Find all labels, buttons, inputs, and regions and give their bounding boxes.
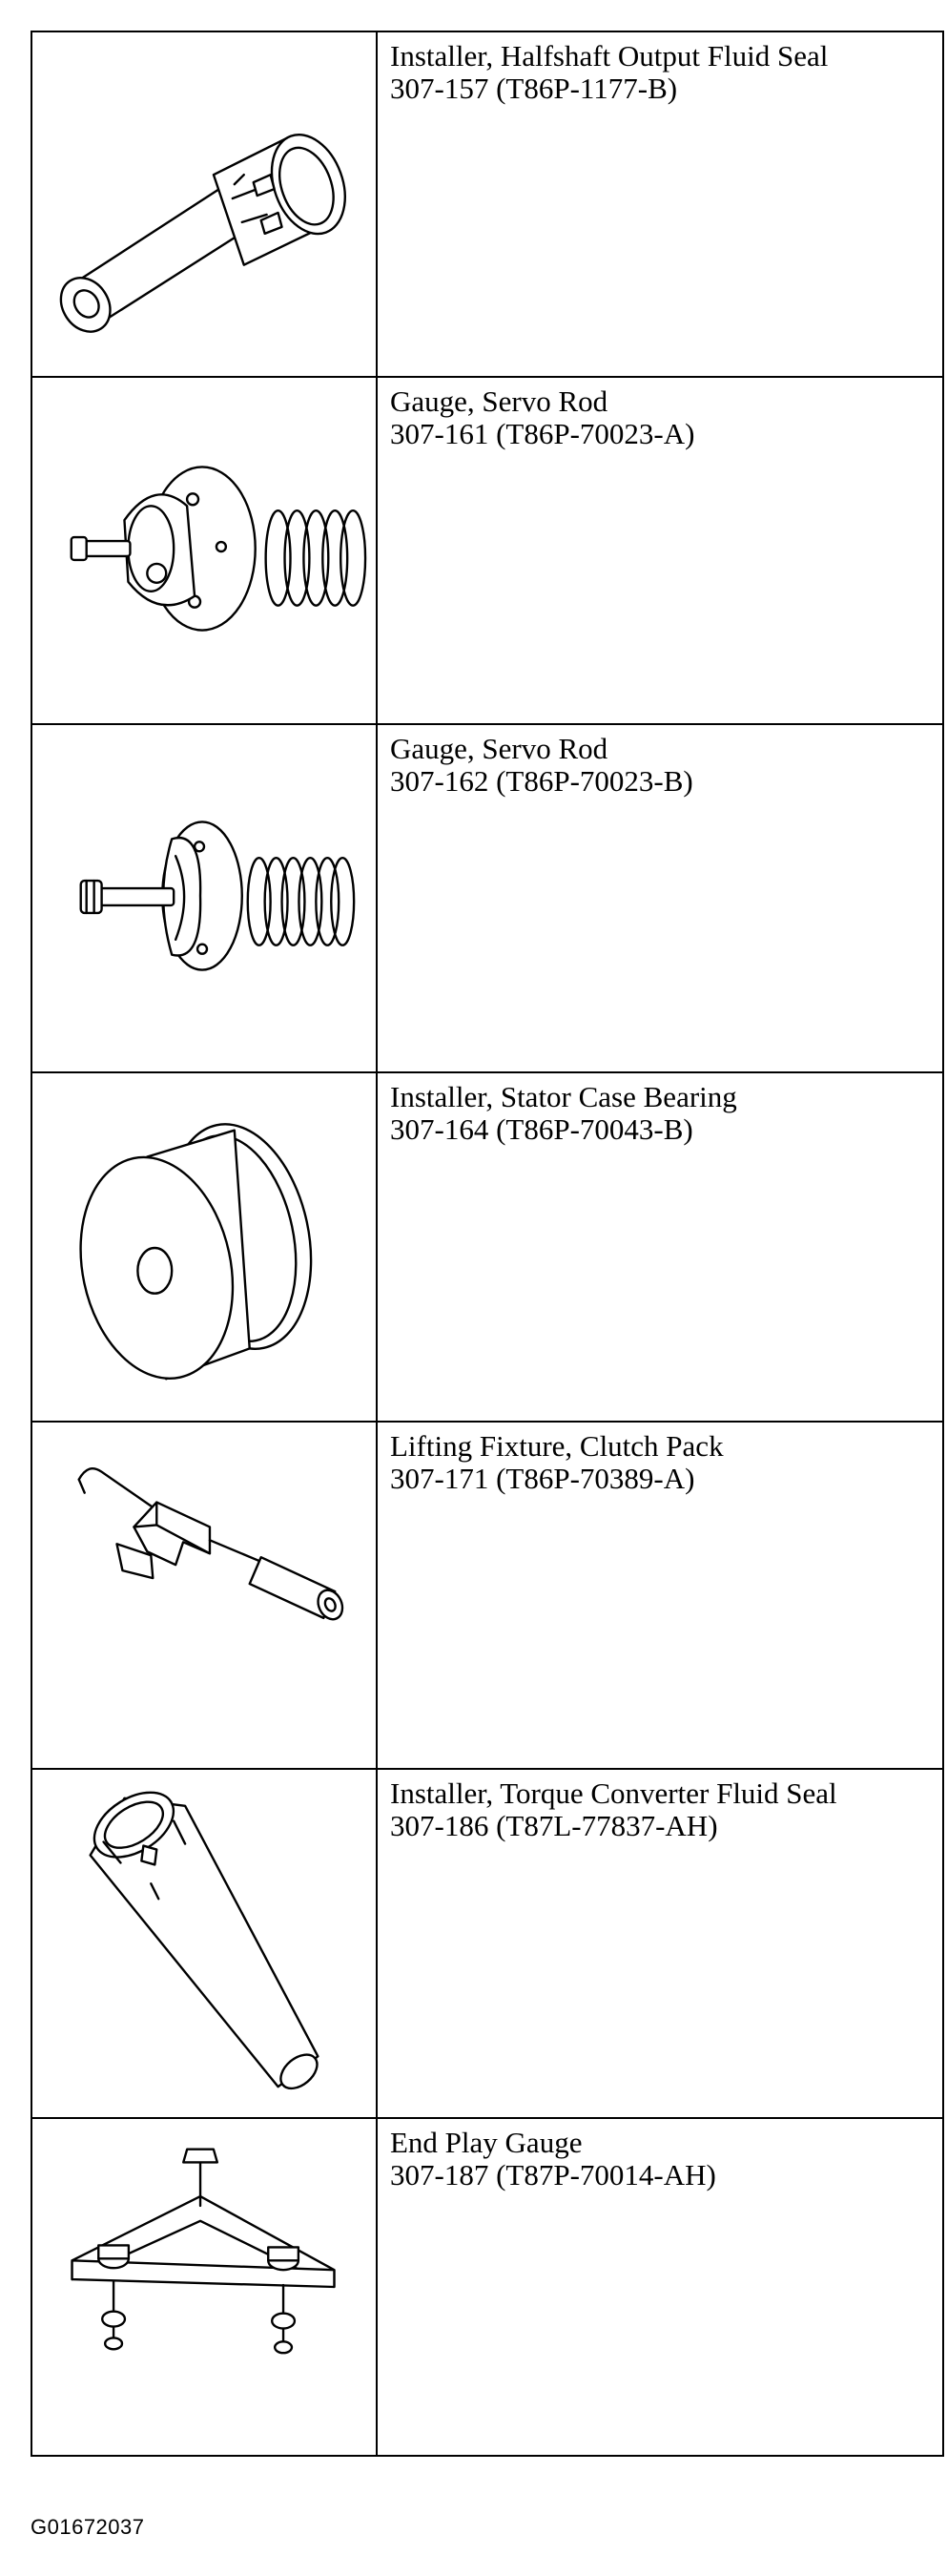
tool-row — [31, 31, 944, 376]
tool-name: Installer, Stator Case Bearing — [390, 1080, 737, 1113]
tool-image-cell — [32, 1423, 378, 1768]
tool-description — [390, 1777, 933, 1842]
tool-number: 307-187 (T87P-70014-AH) — [390, 2158, 716, 2192]
end-play-gauge-icon — [32, 2119, 376, 2455]
special-tools-table — [31, 31, 944, 2457]
tool-number: 307-162 (T86P-70023-B) — [390, 764, 693, 798]
tool-number: 307-171 (T86P-70389-A) — [390, 1462, 695, 1495]
tool-number: 307-161 (T86P-70023-A) — [390, 417, 695, 450]
tool-image-cell — [32, 2119, 378, 2455]
tool-image-cell — [32, 1770, 378, 2117]
tool-name: Gauge, Servo Rod — [390, 384, 608, 418]
tool-row — [31, 2117, 944, 2457]
tool-name: Installer, Halfshaft Output Fluid Seal — [390, 39, 829, 73]
tool-row — [31, 723, 944, 1071]
tool-name: Installer, Torque Converter Fluid Seal — [390, 1776, 837, 1810]
tool-description — [390, 733, 933, 798]
clutch-lifting-fixture-icon — [32, 1423, 376, 1768]
figure-id: G01672037 — [31, 2515, 145, 2539]
tool-image-cell — [32, 725, 378, 1071]
tool-description — [390, 40, 933, 105]
tool-image-cell — [32, 378, 378, 723]
tool-description — [390, 385, 933, 450]
tool-name: Lifting Fixture, Clutch Pack — [390, 1429, 724, 1463]
tool-name: Gauge, Servo Rod — [390, 732, 608, 765]
tool-name: End Play Gauge — [390, 2126, 583, 2159]
tool-description — [390, 2127, 933, 2192]
tool-image-cell — [32, 1073, 378, 1421]
tool-number: 307-164 (T86P-70043-B) — [390, 1112, 693, 1146]
tool-row — [31, 1768, 944, 2117]
tool-description — [390, 1081, 933, 1146]
converter-seal-installer-icon — [32, 1770, 376, 2117]
tool-image-cell — [32, 32, 378, 376]
stator-bearing-installer-icon — [32, 1073, 376, 1421]
tool-description — [390, 1430, 933, 1495]
tool-row — [31, 1421, 944, 1768]
tool-number: 307-157 (T86P-1177-B) — [390, 72, 678, 105]
halfshaft-seal-installer-icon — [32, 32, 376, 376]
tool-row — [31, 1071, 944, 1421]
tool-number: 307-186 (T87L-77837-AH) — [390, 1809, 718, 1842]
tool-row — [31, 376, 944, 723]
servo-rod-gauge-icon — [32, 378, 376, 723]
servo-rod-gauge-icon — [32, 725, 376, 1071]
